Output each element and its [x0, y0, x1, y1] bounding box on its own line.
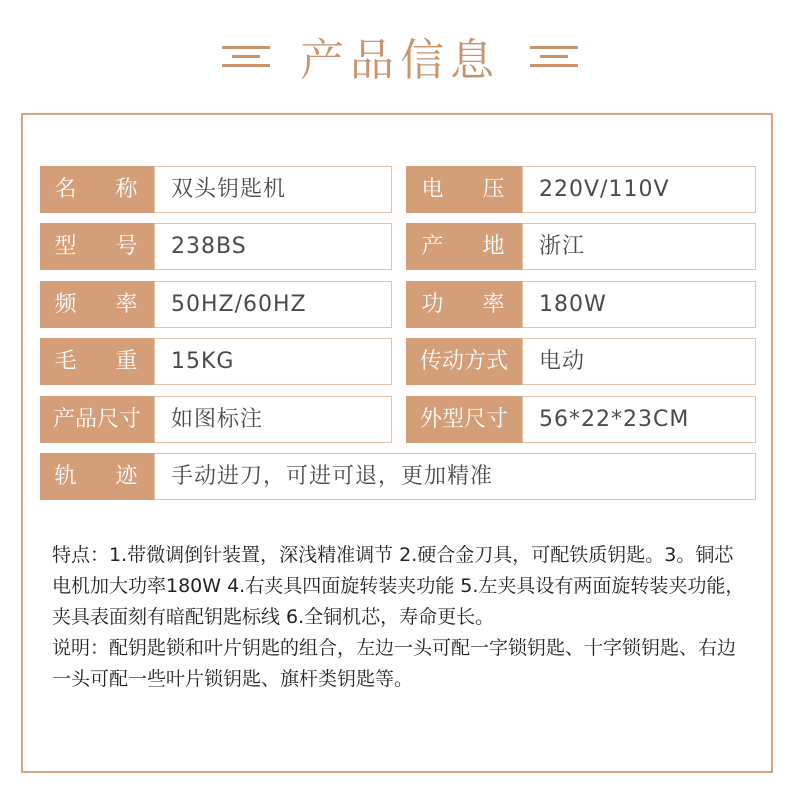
- spec-row-name: [40, 166, 392, 213]
- spec-label: 传动方式: [406, 338, 522, 385]
- spec-row-drive: [406, 338, 756, 385]
- spec-value: 180W: [522, 281, 756, 328]
- spec-row-origin: [406, 223, 756, 270]
- spec-row-track: [40, 453, 756, 500]
- features-text: 特点：1.带微调倒针装置，深浅精准调节 2.硬合金刀具，可配铁质钥匙。3。铜芯电机加大功率180W 4.右夹具四面旋转装夹功能 5.左夹具设有两面旋转装夹功能，夹具表面刻有暗配钥匙标线 6.全铜机芯，寿命更长。: [52, 544, 745, 628]
- spec-row-model: [40, 223, 392, 270]
- spec-value: 电动: [522, 338, 756, 385]
- spec-label: 产 地: [406, 223, 522, 270]
- spec-row-product-size: [40, 396, 392, 443]
- spec-value: 手动进刀，可进可退，更加精准: [154, 453, 756, 500]
- description-text: 说明：配钥匙锁和叶片钥匙的组合，左边一头可配一字锁钥匙、十字锁钥匙、右边一头可配一些叶片锁钥匙、旗杆类钥匙等。: [52, 637, 737, 690]
- spec-row-frequency: [40, 281, 392, 328]
- spec-value: 浙江: [522, 223, 756, 270]
- spec-label: 产品尺寸: [40, 396, 154, 443]
- spec-row-weight: [40, 338, 392, 385]
- spec-label: 功 率: [406, 281, 522, 328]
- spec-value: 双头钥匙机: [154, 166, 392, 213]
- spec-label: 轨 迹: [40, 453, 154, 500]
- spec-label: 电 压: [406, 166, 522, 213]
- spec-value: 238BS: [154, 223, 392, 270]
- spec-label: 频 率: [40, 281, 154, 328]
- spec-label: 毛 重: [40, 338, 154, 385]
- spec-value: 如图标注: [154, 396, 392, 443]
- product-notes: [52, 540, 752, 695]
- spec-value: 50HZ/60HZ: [154, 281, 392, 328]
- spec-value: 15KG: [154, 338, 392, 385]
- page-title: 产品信息: [300, 35, 500, 86]
- spec-label: 型 号: [40, 223, 154, 270]
- spec-row-outer-size: [406, 396, 756, 443]
- spec-value: 220V/110V: [522, 166, 756, 213]
- spec-label: 外型尺寸: [406, 396, 522, 443]
- spec-row-voltage: [406, 166, 756, 213]
- spec-value: 56*22*23CM: [522, 396, 756, 443]
- spec-row-power: [406, 281, 756, 328]
- spec-label: 名 称: [40, 166, 154, 213]
- page-header: [0, 28, 800, 94]
